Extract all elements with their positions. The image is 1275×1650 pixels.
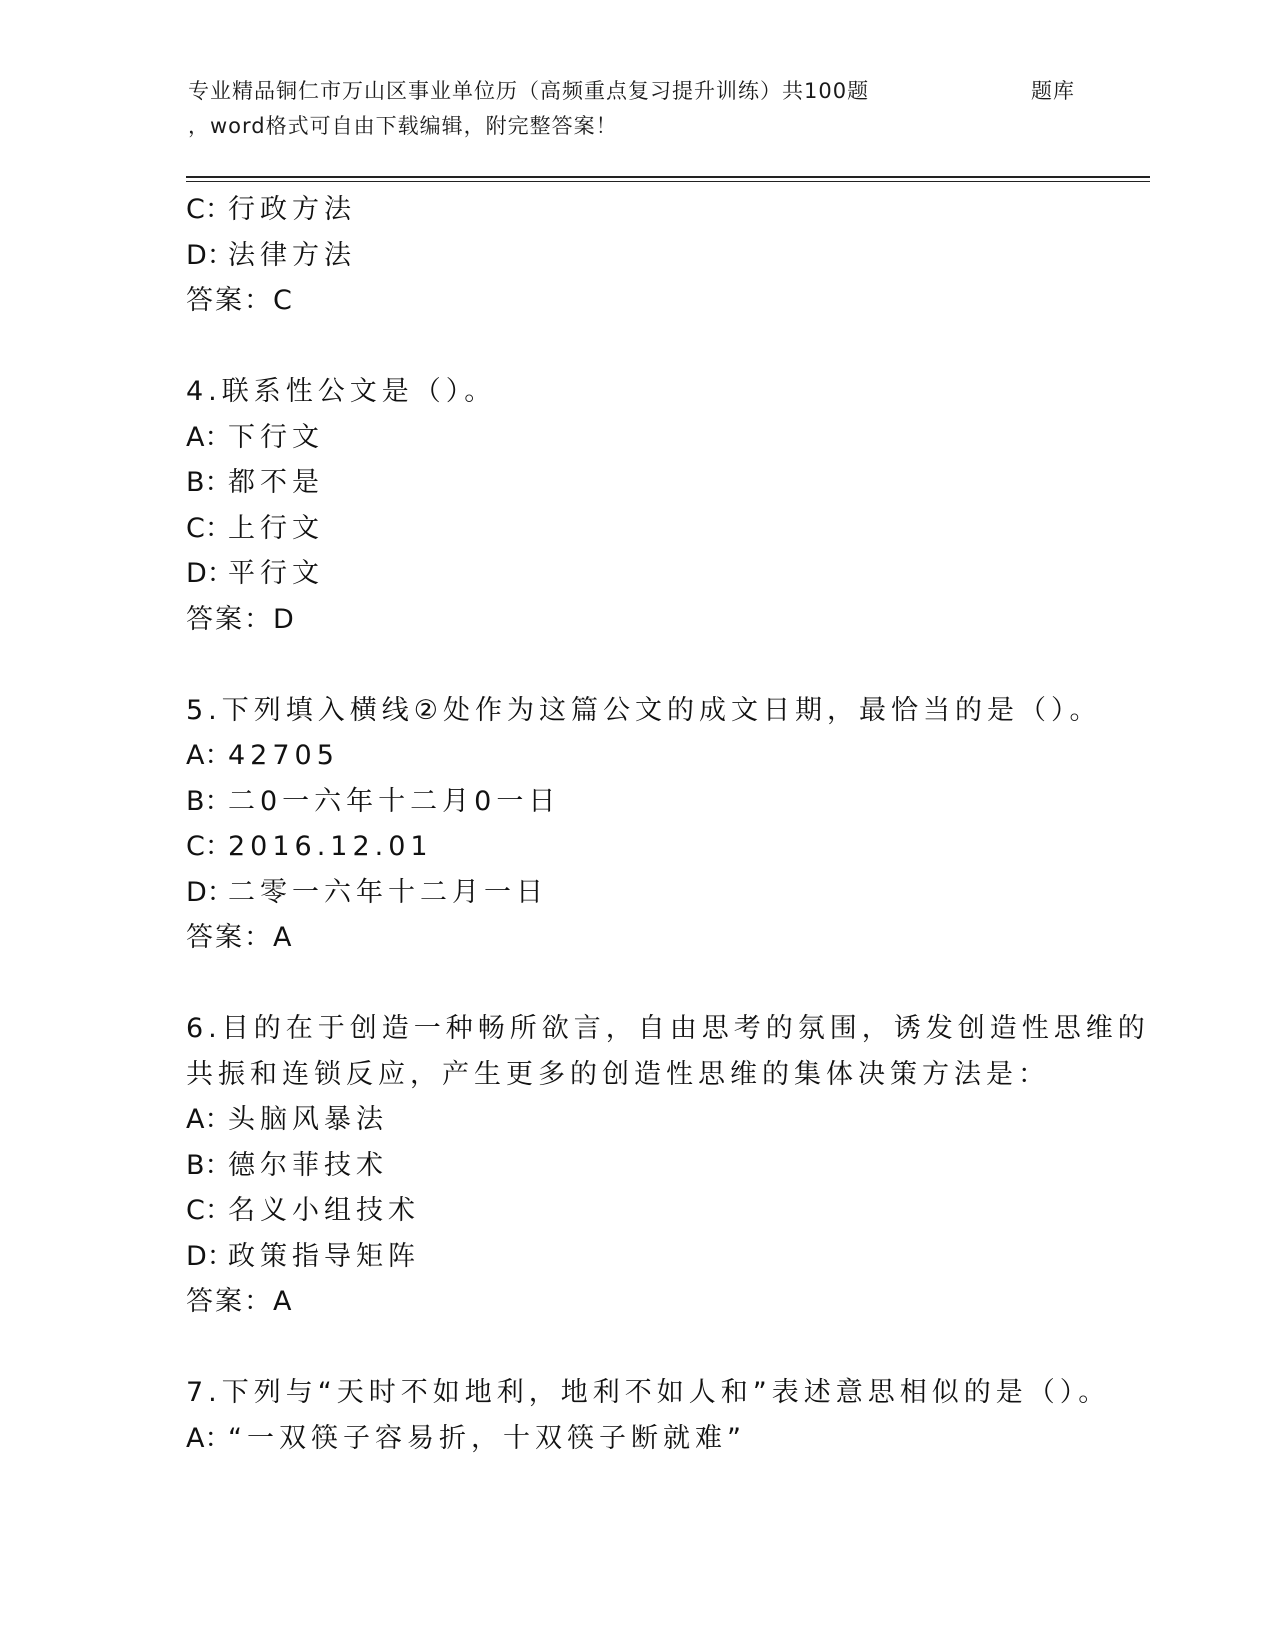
option-key: A： xyxy=(186,421,232,453)
option-line xyxy=(186,779,1146,825)
option-key: C： xyxy=(186,1195,232,1226)
option-text: “一双筷子容易折，十双筷子断就难” xyxy=(228,1422,746,1454)
question-block xyxy=(186,1006,1150,1370)
option-key: A： xyxy=(186,740,232,771)
option-line xyxy=(186,1097,1146,1143)
prev-question xyxy=(186,187,1146,369)
option-key: B： xyxy=(186,1149,232,1181)
option-text: 都不是 xyxy=(228,467,324,498)
option-text: 行政方法 xyxy=(228,194,356,225)
option-key: C： xyxy=(186,831,232,862)
header-subtitle: ，word格式可自由下载编辑，附完整答案！ xyxy=(188,114,618,138)
option-line xyxy=(186,1188,1146,1234)
option-line xyxy=(186,551,1146,597)
option-line xyxy=(186,824,1146,870)
option-key: D： xyxy=(186,1240,234,1272)
option-line xyxy=(186,1234,1146,1280)
option-line xyxy=(186,506,1146,552)
answer-line: 答案：A xyxy=(186,922,294,953)
spacer xyxy=(186,961,1146,1007)
option-line xyxy=(186,733,1146,779)
option-key: B： xyxy=(186,785,232,817)
option-text: 法律方法 xyxy=(228,239,356,271)
option-key: B： xyxy=(186,467,232,498)
header-divider-thin xyxy=(186,181,1150,182)
option-line xyxy=(186,233,1146,279)
option-text: 2016.12.01 xyxy=(228,831,433,862)
questions-container xyxy=(186,369,1150,1461)
option-text: 德尔菲技术 xyxy=(228,1149,388,1181)
spacer xyxy=(186,1325,1146,1371)
question-stem: 4.联系性公文是（）。 xyxy=(186,376,497,407)
answer-line: 答案：D xyxy=(186,603,296,635)
header-title-line xyxy=(188,74,1148,109)
option-key: A： xyxy=(186,1104,232,1135)
option-line xyxy=(186,1416,1146,1462)
option-text: 42705 xyxy=(228,740,339,771)
spacer xyxy=(186,642,1146,688)
option-key: D： xyxy=(186,876,234,908)
answer-line: 答案：A xyxy=(186,1286,294,1317)
answer-line: 答案：C xyxy=(186,285,294,316)
option-text: 名义小组技术 xyxy=(228,1195,420,1226)
option-text: 二零一六年十二月一日 xyxy=(228,876,548,908)
header-title: 专业精品铜仁市万山区事业单位历（高频重点复习提升训练）共100题 xyxy=(188,79,870,103)
question-stem: 7.下列与“天时不如地利，地利不如人和”表述意思相似的是（）。 xyxy=(186,1377,1111,1408)
header-divider-thick xyxy=(186,176,1150,178)
option-line xyxy=(186,415,1146,461)
header-tag: 题库 xyxy=(1031,79,1075,103)
option-line xyxy=(186,1143,1146,1189)
question-stem: 5.下列填入横线②处作为这篇公文的成文日期，最恰当的是（）。 xyxy=(186,694,1102,726)
option-text: 政策指导矩阵 xyxy=(228,1240,420,1272)
option-key: C： xyxy=(186,512,232,544)
question-block xyxy=(186,369,1146,688)
option-key: C： xyxy=(186,194,232,225)
option-line xyxy=(186,870,1146,916)
spacer xyxy=(186,324,1146,370)
option-key: D： xyxy=(186,239,234,271)
option-text: 上行文 xyxy=(228,512,324,544)
option-key: A： xyxy=(186,1422,232,1454)
question-stem: 共振和连锁反应，产生更多的创造性思维的集体决策方法是： xyxy=(186,1058,1050,1090)
option-line xyxy=(186,460,1146,506)
question-list xyxy=(186,187,1150,1461)
question-stem: 6.目的在于创造一种畅所欲言，自由思考的氛围，诱发创造性思维的 xyxy=(186,1013,1150,1044)
option-key: D： xyxy=(186,558,234,589)
option-text: 下行文 xyxy=(228,421,324,453)
option-line xyxy=(186,187,1146,233)
page-header xyxy=(188,74,1148,144)
option-text: 平行文 xyxy=(228,558,324,589)
option-text: 二0一六年十二月0一日 xyxy=(228,785,561,817)
option-text: 头脑风暴法 xyxy=(228,1104,388,1135)
question-block xyxy=(186,688,1146,1007)
question-block xyxy=(186,1370,1146,1461)
